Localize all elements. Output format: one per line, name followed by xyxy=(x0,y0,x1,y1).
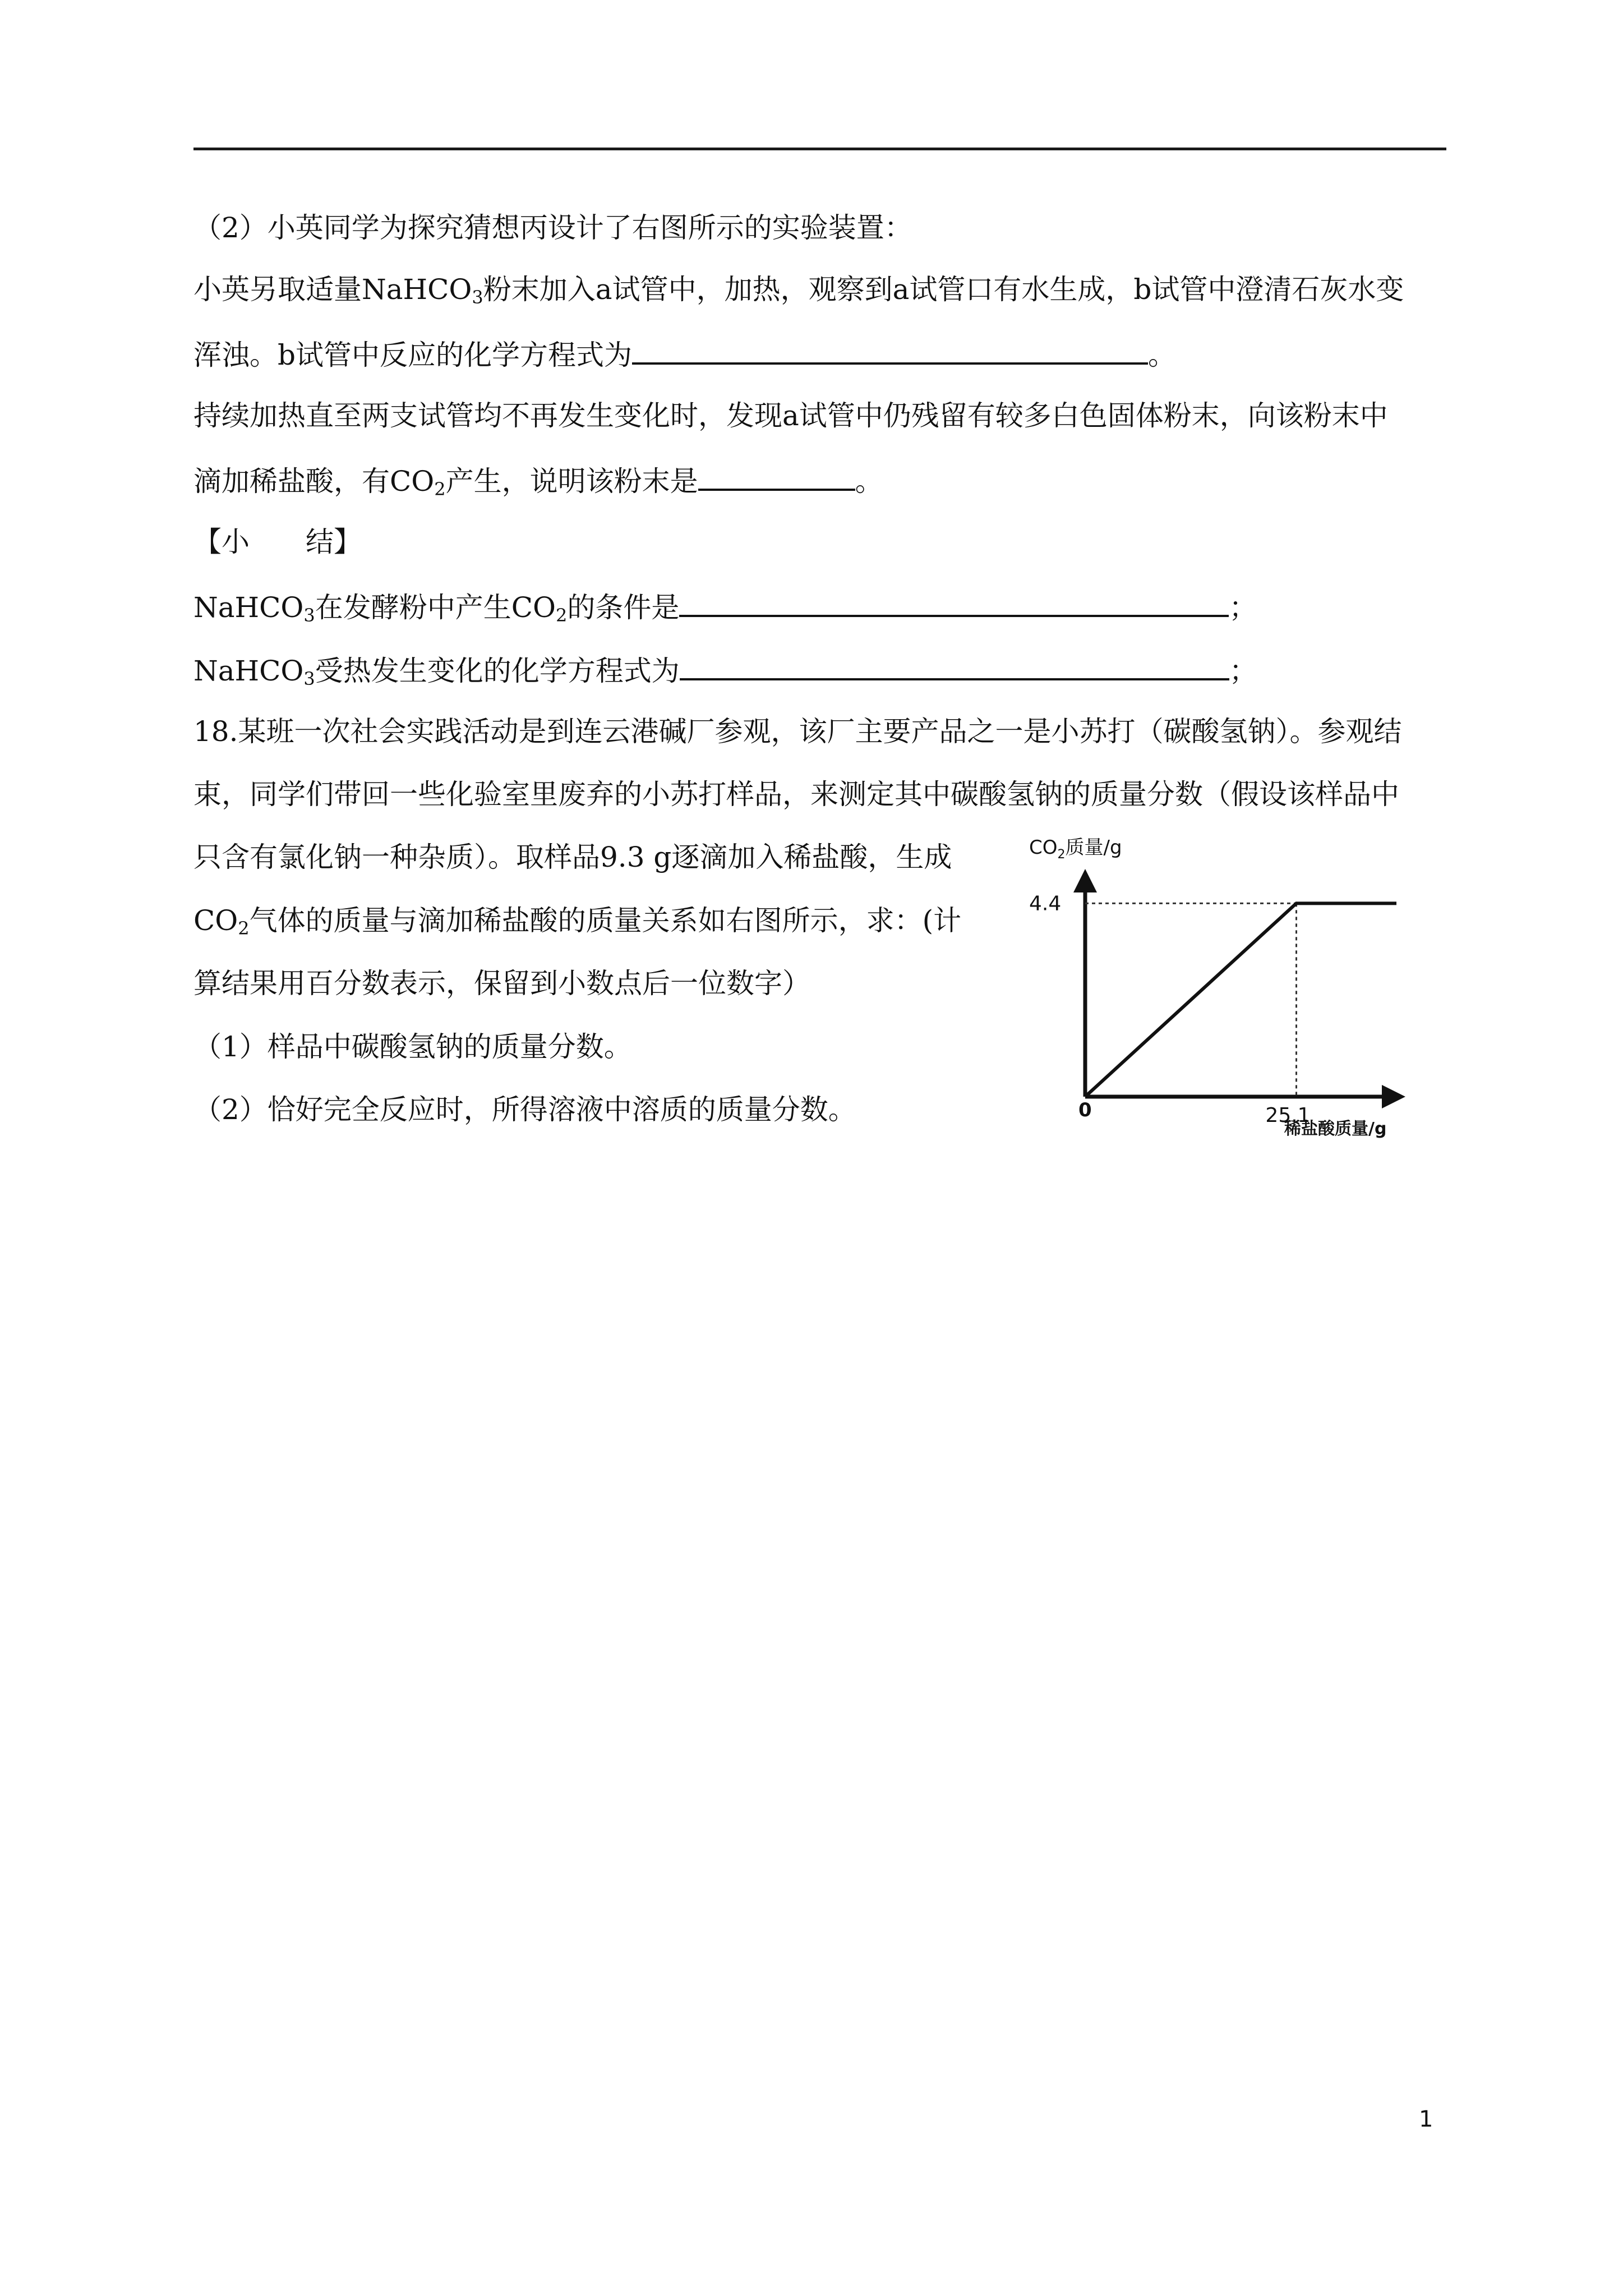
y-axis-label: $CO_2$质量/g xyxy=(1029,836,1122,862)
text-line-7: NaHCO$_3$在发酵粉中产生$CO_2$的条件是 ； xyxy=(193,585,1257,628)
x-tick-label: 25.1 xyxy=(1265,1104,1311,1127)
y-tick-label: 4.4 xyxy=(1029,892,1062,915)
answer-blank-3[interactable] xyxy=(679,585,1229,617)
answer-blank-1[interactable] xyxy=(632,332,1148,365)
text-line-1: （2）小英同学为探究猜想丙设计了右图所示的实验装置： xyxy=(193,211,912,244)
question-18-line-3: 只含有氯化钠一种杂质）。取样品9.3 g逐滴加入稀盐酸，生成 xyxy=(193,841,952,873)
origin-label: 0 xyxy=(1078,1099,1092,1121)
question-18-part-2: （2）恰好完全反应时，所得溶液中溶质的质量分数。 xyxy=(193,1093,856,1126)
answer-blank-2[interactable] xyxy=(698,458,855,491)
x-axis-label: 稀盐酸质量/g xyxy=(1284,1119,1387,1139)
header-rule xyxy=(193,148,1446,150)
summary-heading: 【小 结】 xyxy=(193,526,362,558)
text-line-3: 浑浊。b试管中反应的化学方程式为 。 xyxy=(193,332,1176,375)
co2-mass-chart xyxy=(1007,830,1433,1150)
text-line-2: 小英另取适量NaHCO$_3$粉末加入a试管中，加热，观察到a试管口有水生成，b试管中澄清石灰水变 xyxy=(193,273,1404,308)
question-18-line-2: 束，同学们带回一些化验室里废弃的小苏打样品，来测定其中碳酸氢钠的质量分数（假设该样品中 xyxy=(193,778,1399,811)
text-line-4: 持续加热直至两支试管均不再发生变化时，发现a试管中仍残留有较多白色固体粉末，向该粉末中 xyxy=(193,399,1388,432)
text-line-5: 滴加稀盐酸，有$CO_2$产生，说明该粉末是 。 xyxy=(193,458,883,501)
question-18-line-1: 18.某班一次社会实践活动是到连云港碱厂参观，该厂主要产品之一是小苏打（碳酸氢钠）。参观结 xyxy=(193,715,1402,748)
question-18-line-5: 算结果用百分数表示，保留到小数点后一位数字） xyxy=(193,967,810,1000)
answer-blank-4[interactable] xyxy=(680,648,1229,680)
question-18-line-4: $CO_2$气体的质量与滴加稀盐酸的质量关系如右图所示，求：(计 xyxy=(193,904,962,939)
question-18-part-1: （1）样品中碳酸氢钠的质量分数。 xyxy=(193,1030,632,1063)
page-number: 1 xyxy=(1419,2106,1433,2132)
text-line-8: NaHCO$_3$受热发生变化的化学方程式为 ； xyxy=(193,648,1257,691)
co2-series-line xyxy=(1085,903,1396,1097)
